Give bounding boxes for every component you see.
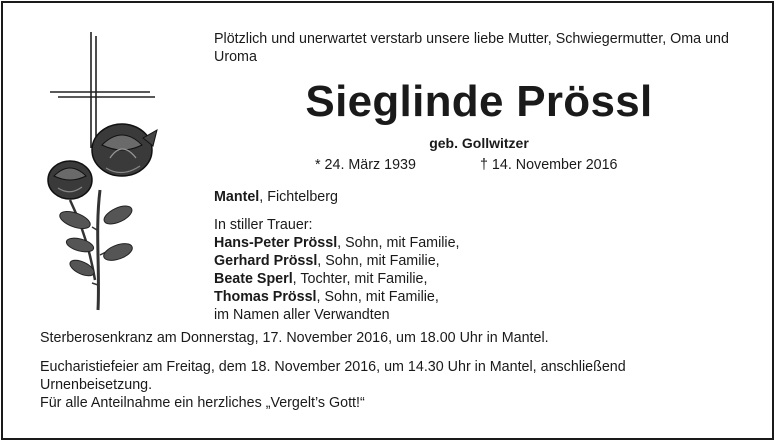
deceased-name: Sieglinde Prössl — [305, 77, 653, 126]
mourner-row — [214, 252, 614, 270]
mourners-block — [214, 216, 614, 324]
mourner-relation: , Sohn, mit Familie, — [317, 253, 440, 269]
place-line — [214, 188, 338, 206]
mourner-name: Gerhard Prössl — [214, 253, 318, 269]
mourner-row — [214, 234, 614, 252]
service-notice — [40, 358, 740, 412]
mourning-header: In stiller Trauer: — [214, 217, 313, 233]
mass-notice: Eucharistiefeier am Freitag, dem 18. November 2016, um 14.30 Uhr in Mantel, anschließend Urnenbeisetzung. — [40, 359, 626, 393]
place-bold: Mantel — [214, 189, 260, 205]
place-rest: , Fichtelberg — [259, 189, 338, 205]
mourner-relation: , Sohn, mit Familie, — [316, 289, 439, 305]
maiden-name: geb. Gollwitzer — [429, 135, 529, 151]
mourner-name: Beate Sperl — [214, 271, 293, 287]
wreath-notice: Sterberosenkranz am Donnerstag, 17. November 2016, um 18.00 Uhr in Mantel. — [40, 330, 549, 346]
cross-and-roses-image — [40, 30, 170, 320]
intro-text: Plötzlich und unerwartet verstarb unsere liebe Mutter, Schwiegermutter, Oma und Uroma — [214, 31, 729, 65]
mourner-relation: , Sohn, mit Familie, — [337, 235, 460, 251]
mourner-row — [214, 270, 614, 288]
mourner-name: Hans-Peter Prössl — [214, 235, 338, 251]
rose-icon — [48, 124, 157, 310]
birth-date: * 24. März 1939 — [315, 157, 416, 173]
mourner-row — [214, 288, 614, 306]
mourning-footer: im Namen aller Verwandten — [214, 307, 390, 323]
mourner-relation: , Tochter, mit Familie, — [292, 271, 428, 287]
mourner-name: Thomas Prössl — [214, 289, 317, 305]
thanks-notice: Für alle Anteilnahme ein herzliches „Vergelt’s Gott!“ — [40, 395, 365, 411]
death-date: † 14. November 2016 — [480, 157, 618, 173]
